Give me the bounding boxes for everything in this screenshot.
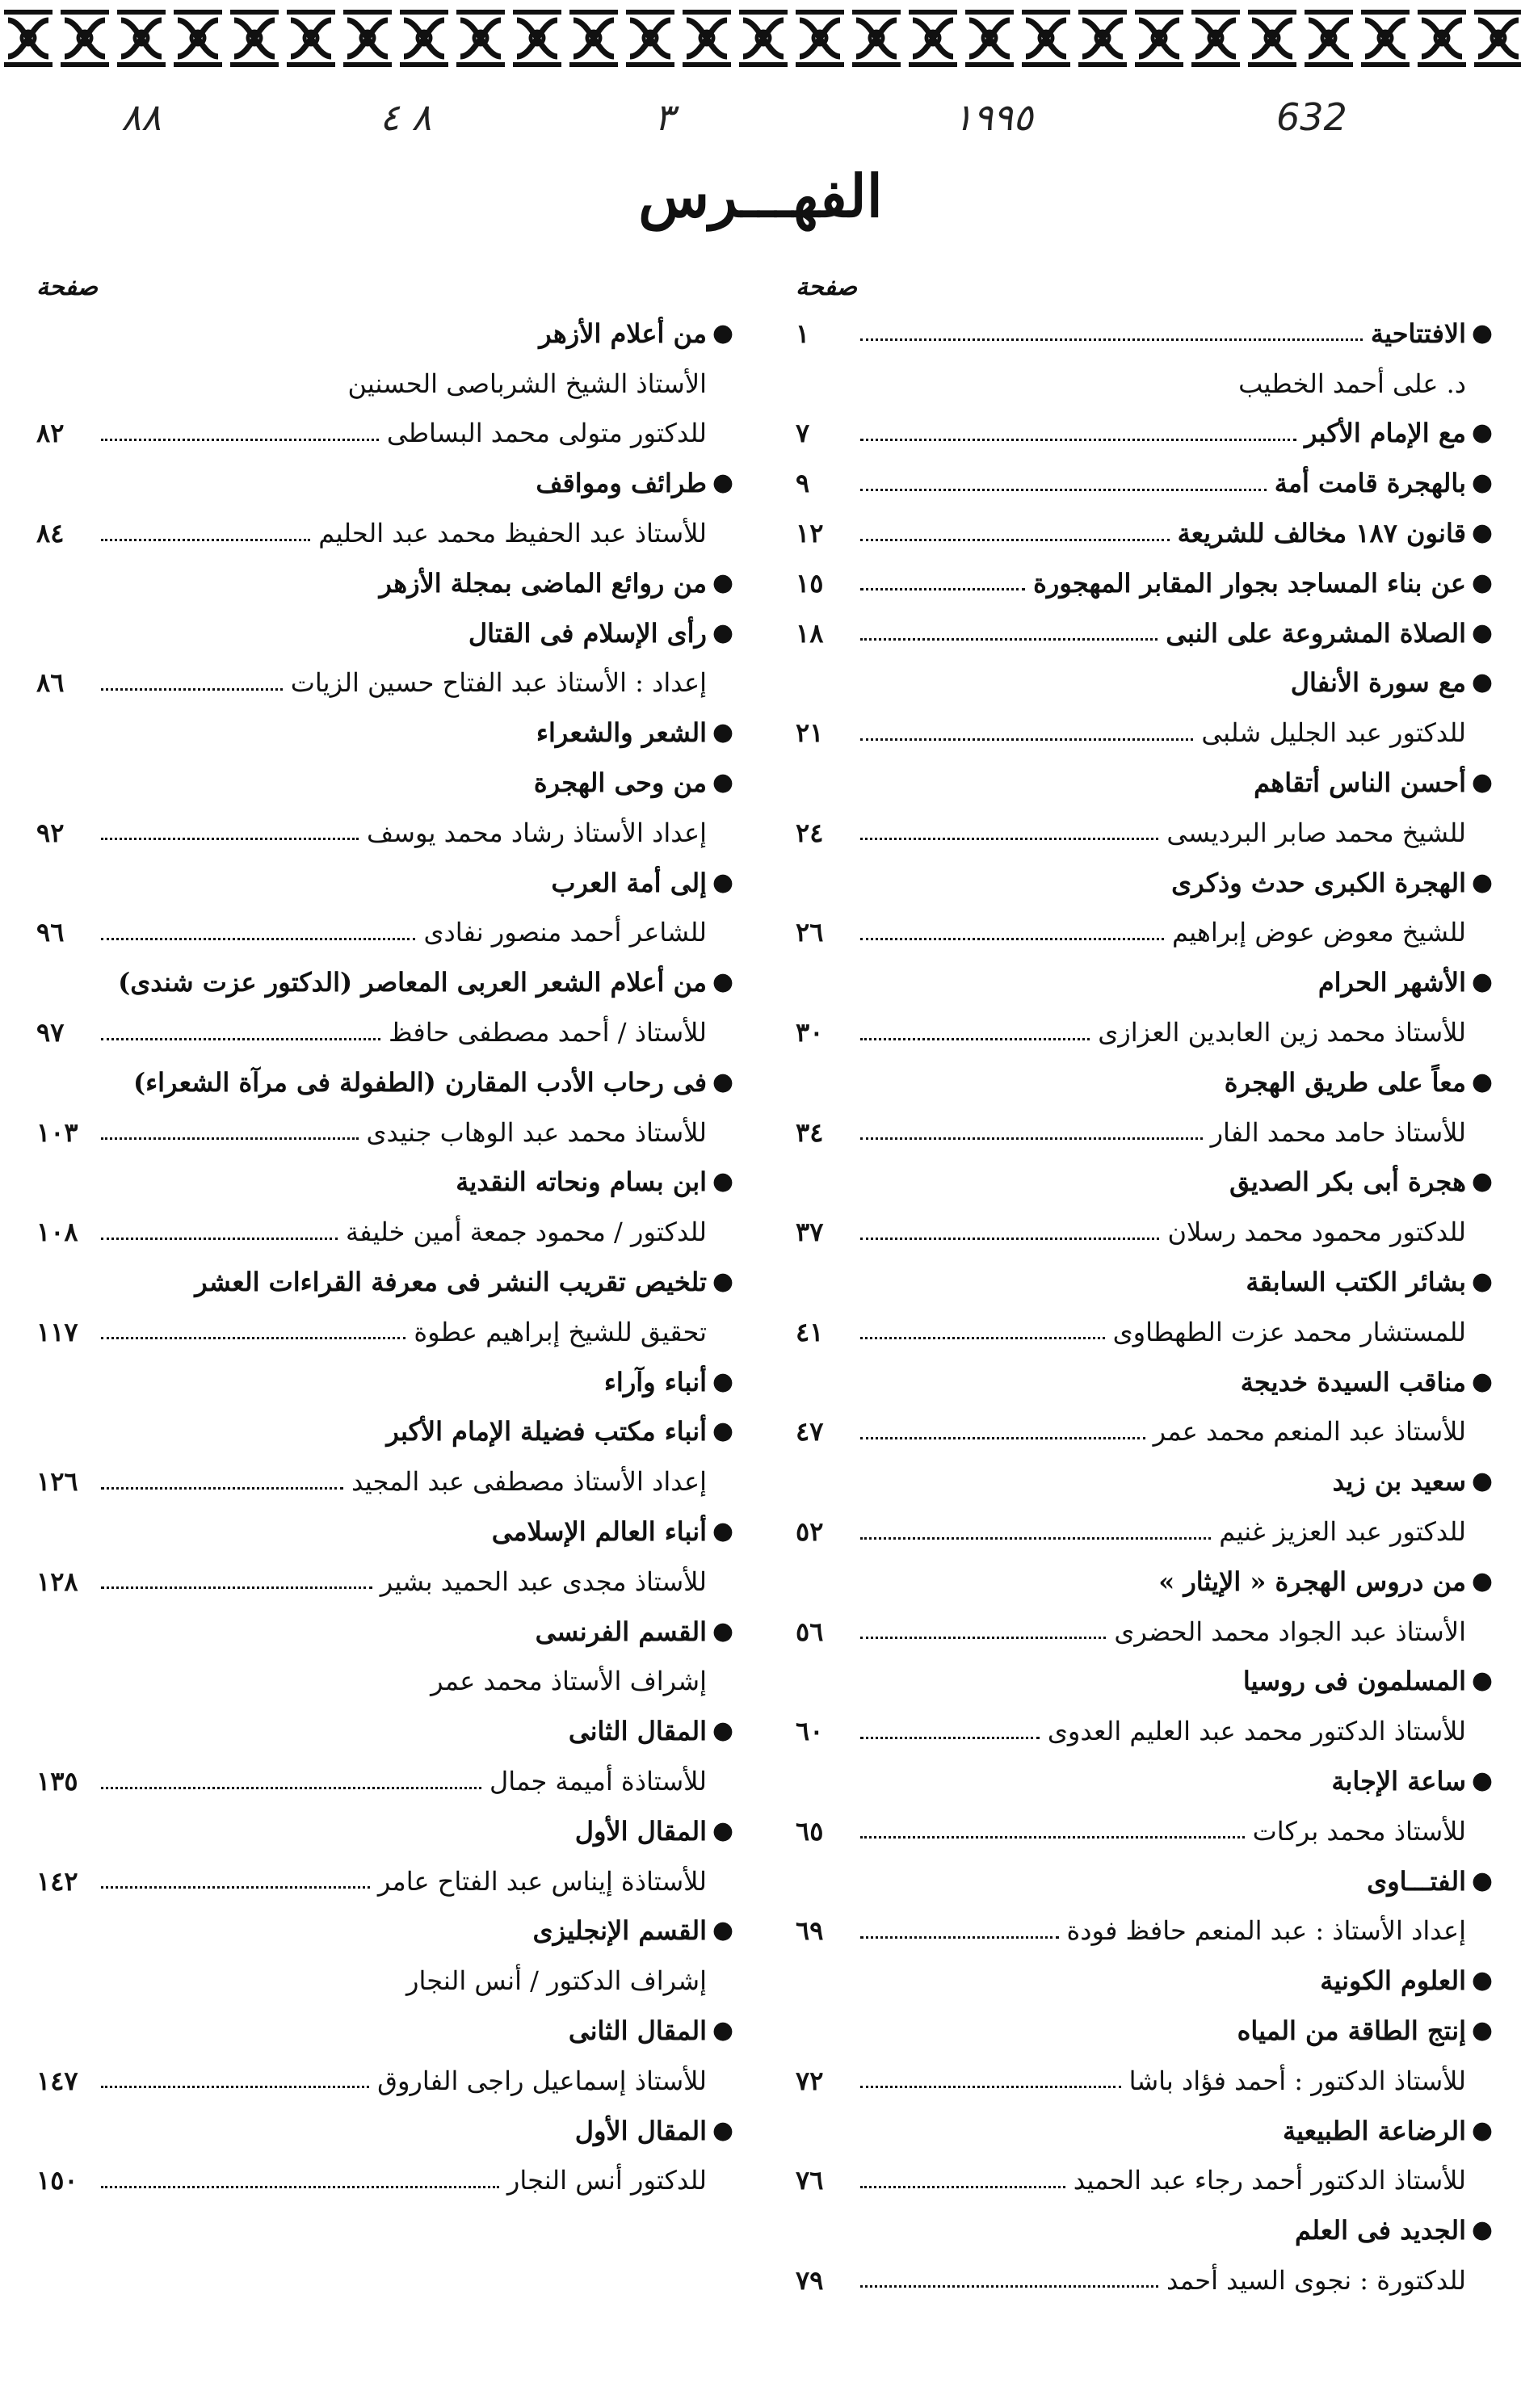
bullet-icon: ● <box>1471 2015 1494 2044</box>
toc-entry <box>36 2056 739 2106</box>
dot-leader <box>860 938 1164 940</box>
bullet-icon: ● <box>712 568 734 597</box>
toc-entry <box>36 1057 739 1107</box>
toc-entry-page: ١٥ <box>796 567 824 599</box>
toc-entry-title: إنتج الطاقة من المياه <box>1237 2015 1466 2046</box>
toc-entry-page: ٧٩ <box>796 2264 824 2296</box>
toc-entry-page: ١٢ <box>796 518 824 549</box>
toc-entry-title: للأستاذ محمد عبد الوهاب جنيدى <box>366 1116 707 1148</box>
bullet-icon: ● <box>712 718 734 747</box>
toc-entry-title: للدكتور محمود محمد رسلان <box>1167 1217 1466 1248</box>
toc-entry <box>796 458 1498 508</box>
dot-leader <box>101 439 379 441</box>
page-column-label: صفحة <box>36 273 99 301</box>
bullet-icon: ● <box>712 1517 734 1546</box>
toc-entry-title: فى رحاب الأدب المقارن (الطفولة فى مرآة الشعراء) <box>132 1066 707 1098</box>
toc-entry-title: للأستاذ عبد المنعم محمد عمر <box>1153 1416 1466 1448</box>
toc-entry <box>796 1057 1498 1107</box>
toc-entry-page: ١٢٦ <box>36 1466 78 1498</box>
toc-entry-title: من وحى الهجرة <box>533 767 707 799</box>
toc-entry-title: الرضاعة الطبيعية <box>1282 2115 1466 2146</box>
bullet-icon: ● <box>712 1417 734 1446</box>
toc-entry <box>36 1207 739 1257</box>
toc-entry-title: القسم الإنجليزى <box>532 1915 707 1947</box>
toc-entry-title: أحسن الناس أتقاهم <box>1254 767 1466 799</box>
bullet-icon: ● <box>1471 1467 1494 1496</box>
toc-entry <box>36 558 739 608</box>
toc-entry-title: إعداد الأستاذ رشاد محمد يوسف <box>367 817 707 848</box>
toc-entry <box>796 2006 1498 2056</box>
bullet-icon: ● <box>1471 668 1494 697</box>
dot-leader <box>101 1137 359 1140</box>
toc-entry <box>796 1706 1498 1756</box>
toc-entry-title: من أعلام الأزهر <box>539 317 707 349</box>
toc-entry <box>36 2006 739 2056</box>
page-title: الفهـــرس <box>638 162 883 230</box>
toc-entry-page: ٤٧ <box>796 1416 824 1448</box>
toc-entry-title: للأستاذ محمد زين العابدين العزازى <box>1098 1017 1466 1049</box>
dot-leader <box>860 1038 1090 1040</box>
toc-entry <box>796 1357 1498 1407</box>
toc-entry <box>36 2155 739 2205</box>
toc-entry-title: للمستشار محمد عزت الطهطاوى <box>1112 1316 1466 1347</box>
toc-entry-title: من دروس الهجرة « الإيثار » <box>1158 1565 1466 1597</box>
toc-entry <box>796 1307 1498 1357</box>
handwritten-mark: ٨ ٤ <box>380 95 432 139</box>
toc-entry <box>36 1307 739 1357</box>
bullet-icon: ● <box>712 768 734 797</box>
toc-entry-title: تحقيق للشيخ إبراهيم عطوة <box>414 1316 707 1347</box>
toc-entry-title: إعداد : الأستاذ عبد الفتاح حسين الزيات <box>290 667 707 699</box>
toc-entry-title: ساعة الإجابة <box>1331 1766 1466 1797</box>
toc-entry <box>36 1007 739 1057</box>
toc-entry <box>36 508 739 558</box>
bullet-icon: ● <box>712 1717 734 1746</box>
toc-entry-page: ٨٤ <box>36 518 65 549</box>
toc-entry <box>796 908 1498 958</box>
dot-leader <box>860 338 1363 341</box>
toc-entry <box>796 1657 1498 1707</box>
bullet-icon: ● <box>1471 418 1494 448</box>
handwritten-mark: ١٩٩٥ <box>953 95 1033 139</box>
toc-list-left <box>36 309 739 2205</box>
toc-entry-page: ١ <box>796 317 810 349</box>
toc-entry <box>36 309 739 359</box>
toc-entry-title: المقال الثانى <box>568 1716 707 1747</box>
dot-leader <box>101 838 359 840</box>
bullet-icon: ● <box>712 618 734 647</box>
dot-leader <box>101 1038 380 1040</box>
toc-entry-page: ١٤٢ <box>36 1865 78 1897</box>
toc-entry-title: إعداد الأستاذ : عبد المنعم حافظ فودة <box>1066 1915 1466 1947</box>
toc-entry-title: هجرة أبى بكر الصديق <box>1229 1166 1466 1198</box>
toc-entry <box>36 1456 739 1507</box>
toc-entry-page: ٢٤ <box>796 817 824 848</box>
toc-entry <box>796 2056 1498 2106</box>
toc-entry-page: ٦٥ <box>796 1815 824 1847</box>
toc-entry <box>796 508 1498 558</box>
bullet-icon: ● <box>712 968 734 997</box>
toc-entry <box>796 1257 1498 1307</box>
toc-entry-title: إلى أمة العرب <box>551 867 707 898</box>
toc-entry-page: ٣٧ <box>796 1217 824 1248</box>
toc-entry-page: ٦٩ <box>796 1915 824 1947</box>
toc-entry <box>36 1357 739 1407</box>
toc-entry-page: ١١٧ <box>36 1316 78 1347</box>
toc-entry <box>36 658 739 708</box>
toc-entry <box>796 1107 1498 1158</box>
toc-entry-title: للدكتورة : نجوى السيد أحمد <box>1166 2264 1466 2296</box>
bullet-icon: ● <box>1471 1767 1494 1795</box>
bullet-icon: ● <box>1471 568 1494 597</box>
toc-entry-title: عن بناء المساجد بجوار المقابر المهجورة <box>1033 567 1466 599</box>
dot-leader <box>860 838 1158 840</box>
toc-entry-title: الصلاة المشروعة على النبى <box>1166 617 1466 649</box>
toc-entry-page: ٣٠ <box>796 1017 824 1049</box>
toc-entry-page: ١٢٨ <box>36 1565 78 1597</box>
handwritten-mark: ٣ <box>654 95 674 139</box>
toc-entry-page: ٧٦ <box>796 2165 824 2196</box>
toc-entry <box>796 808 1498 858</box>
dot-leader <box>101 938 415 940</box>
toc-entry <box>796 1956 1498 2006</box>
bullet-icon: ● <box>712 318 734 347</box>
toc-entry <box>36 1856 739 1906</box>
toc-entry <box>796 2255 1498 2305</box>
toc-entry-title: المقال الأول <box>574 2115 707 2146</box>
handwritten-annotations <box>0 95 1521 152</box>
toc-entry-title: للأستاذ محمد بركات <box>1252 1815 1466 1847</box>
bullet-icon: ● <box>712 2116 734 2145</box>
toc-entry-title: للأستاذ الدكتور أحمد رجاء عبد الحميد <box>1073 2165 1466 2196</box>
toc-entry-page: ١٣٥ <box>36 1766 78 1797</box>
toc-entry <box>36 1806 739 1856</box>
toc-entry <box>796 1756 1498 1806</box>
toc-entry <box>796 2155 1498 2205</box>
toc-entry-title: للأستاذ عبد الحفيظ محمد عبد الحليم <box>318 518 707 549</box>
toc-entry <box>36 1706 739 1756</box>
toc-entry-title: الأستاذ الشيخ الشرباصى الحسنين <box>347 368 707 399</box>
toc-entry <box>796 1507 1498 1557</box>
toc-entry-title: للأستاذ مجدى عبد الحميد بشير <box>380 1565 707 1597</box>
dot-leader <box>860 2186 1065 2188</box>
toc-entry-title: للأستاذ الدكتور : أحمد فؤاد باشا <box>1128 2065 1466 2096</box>
toc-entry-title: الهجرة الكبرى حدث وذكرى <box>1171 867 1466 898</box>
bullet-icon: ● <box>1471 2116 1494 2145</box>
toc-entry-title: للدكتور عبد الجليل شلبى <box>1201 717 1466 749</box>
dot-leader <box>860 738 1193 741</box>
decorative-border <box>0 0 1521 77</box>
toc-entry-title: الشعر والشعراء <box>536 717 707 749</box>
dot-leader <box>860 1437 1145 1439</box>
toc-entry <box>796 858 1498 908</box>
toc-entry-title: الافتتاحية <box>1370 317 1466 349</box>
toc-entry-title: مناقب السيدة خديجة <box>1240 1366 1466 1397</box>
toc-entry-title: للدكتور أنس النجار <box>506 2165 707 2196</box>
toc-entry-title: إشراف الدكتور / أنس النجار <box>406 1965 707 1997</box>
bullet-icon: ● <box>712 1816 734 1845</box>
dot-leader <box>860 1238 1159 1240</box>
toc-entry-title: الفتـــاوى <box>1367 1865 1466 1897</box>
toc-entry <box>36 957 739 1007</box>
toc-entry <box>36 758 739 808</box>
bullet-icon: ● <box>712 1367 734 1396</box>
toc-entry <box>36 1507 739 1557</box>
page-column-label: صفحة <box>796 273 858 301</box>
toc-entry-title: للدكتور / محمود جمعة أمين خليفة <box>345 1217 707 1248</box>
toc-entry <box>796 708 1498 758</box>
toc-entry <box>36 608 739 658</box>
toc-entry <box>796 1557 1498 1607</box>
toc-entry-page: ٩٦ <box>36 917 65 948</box>
toc-entry-page: ٧٢ <box>796 2065 824 2096</box>
toc-entry-title: للدكتور عبد العزيز غنيم <box>1219 1516 1466 1548</box>
toc-entry-title: بالهجرة قامت أمة <box>1274 468 1466 499</box>
dot-leader <box>860 588 1025 590</box>
handwritten-mark: ٨٨ <box>121 95 162 139</box>
toc-entry-title: للأستاذة إيناس عبد الفتاح عامر <box>377 1865 707 1897</box>
dot-leader <box>860 1637 1106 1639</box>
toc-entry <box>36 1158 739 1208</box>
dot-leader <box>860 1936 1059 1939</box>
dot-leader <box>860 2086 1121 2088</box>
toc-entry-title: للأستاذ الدكتور محمد عبد العليم العدوى <box>1047 1716 1466 1747</box>
toc-entry <box>796 957 1498 1007</box>
bullet-icon: ● <box>712 1267 734 1296</box>
toc-entry-title: قانون ١٨٧ مخالف للشريعة <box>1177 518 1466 549</box>
toc-entry <box>36 708 739 758</box>
bullet-icon: ● <box>1471 318 1494 347</box>
dot-leader <box>101 1337 405 1339</box>
toc-entry-title: للشيخ محمد صابر البرديسى <box>1166 817 1466 848</box>
toc-entry <box>796 1007 1498 1057</box>
toc-entry-page: ٨٢ <box>36 418 65 449</box>
toc-entry <box>796 1906 1498 1956</box>
toc-entry-page: ٨٦ <box>36 667 65 699</box>
dot-leader <box>860 2285 1158 2288</box>
toc-entry <box>36 1657 739 1707</box>
bullet-icon: ● <box>712 469 734 498</box>
toc-entry-title: طرائف ومواقف <box>536 468 707 499</box>
toc-entry <box>36 858 739 908</box>
toc-entry <box>796 409 1498 459</box>
bullet-icon: ● <box>1471 868 1494 897</box>
toc-entry-title: للشيخ معوض عوض إبراهيم <box>1172 917 1466 948</box>
bullet-icon: ● <box>712 2015 734 2044</box>
toc-entry-page: ٢٦ <box>796 917 824 948</box>
toc-entry-page: ١٥٠ <box>36 2165 78 2196</box>
toc-entry-page: ٥٦ <box>796 1616 824 1647</box>
toc-entry-page: ٩ <box>796 468 810 499</box>
toc-entry-page: ٧ <box>796 418 810 449</box>
toc-entry <box>36 359 739 409</box>
bullet-icon: ● <box>1471 1966 1494 1995</box>
handwritten-mark: 632 <box>1276 95 1347 139</box>
dot-leader <box>101 1886 370 1889</box>
toc-entry <box>796 1207 1498 1257</box>
toc-entry <box>796 1607 1498 1657</box>
dot-leader <box>860 1737 1040 1739</box>
toc-entry-title: القسم الفرنسى <box>535 1616 707 1647</box>
dot-leader <box>860 1137 1203 1140</box>
toc-entry <box>796 2205 1498 2255</box>
bullet-icon: ● <box>1471 1367 1494 1396</box>
toc-entry-title: أنباء العالم الإسلامى <box>491 1516 707 1548</box>
toc-entry-title: سعيد بن زيد <box>1332 1466 1466 1498</box>
bullet-icon: ● <box>1471 768 1494 797</box>
toc-entry-title: بشائر الكتب السابقة <box>1246 1267 1466 1298</box>
toc-entry <box>796 359 1498 409</box>
dot-leader <box>860 638 1158 641</box>
toc-entry-title: المقال الثانى <box>568 2015 707 2046</box>
toc-entry-page: ١٠٨ <box>36 1217 78 1248</box>
toc-entry-page: ٣٤ <box>796 1116 824 1148</box>
toc-entry-title: الجديد فى العلم <box>1294 2215 1466 2246</box>
toc-entry <box>796 2106 1498 2156</box>
toc-entry-title: أنباء مكتب فضيلة الإمام الأكبر <box>386 1416 707 1448</box>
toc-entry <box>36 1756 739 1806</box>
toc-entry-title: د. على أحمد الخطيب <box>1238 368 1466 399</box>
bullet-icon: ● <box>1471 469 1494 498</box>
toc-entry <box>796 1856 1498 1906</box>
toc-entry-page: ٩٢ <box>36 817 65 848</box>
toc-entry <box>796 658 1498 708</box>
toc-entry <box>36 2106 739 2156</box>
toc-entry <box>36 908 739 958</box>
toc-entry <box>36 458 739 508</box>
toc-entry <box>36 409 739 459</box>
dot-leader <box>860 1537 1211 1540</box>
dot-leader <box>860 489 1267 491</box>
dot-leader <box>101 688 283 691</box>
toc-entry-title: المقال الأول <box>574 1815 707 1847</box>
dot-leader <box>101 1238 338 1240</box>
dot-leader <box>101 1787 481 1789</box>
toc-entry-title: معاً على طريق الهجرة <box>1224 1066 1466 1098</box>
toc-list-right <box>796 309 1498 2305</box>
dot-leader <box>860 1836 1245 1839</box>
toc-entry <box>36 1257 739 1307</box>
toc-entry-page: ١٨ <box>796 617 824 649</box>
bullet-icon: ● <box>1471 618 1494 647</box>
toc-entry-title: للأستاذ إسماعيل راجى الفاروق <box>377 2065 707 2096</box>
toc-entry-title: أنباء وآراء <box>603 1366 707 1397</box>
toc-entry-page: ١٠٣ <box>36 1116 78 1148</box>
dot-leader <box>101 539 310 541</box>
toc-entry-title: مع سورة الأنفال <box>1290 667 1466 699</box>
toc-entry <box>36 1557 739 1607</box>
toc-entry-page: ٤١ <box>796 1316 824 1347</box>
toc-entry-title: للأستاذ / أحمد مصطفى حافظ <box>389 1017 707 1049</box>
bullet-icon: ● <box>712 1916 734 1945</box>
toc-entry <box>796 1806 1498 1856</box>
toc-entry <box>36 1107 739 1158</box>
toc-column-left <box>36 267 739 2205</box>
toc-entry <box>796 309 1498 359</box>
toc-entry-title: رأى الإسلام فى القتال <box>468 617 707 649</box>
bullet-icon: ● <box>1471 2216 1494 2245</box>
bullet-icon: ● <box>712 1067 734 1096</box>
bullet-icon: ● <box>1471 1666 1494 1696</box>
toc-entry-title: للدكتور متولى محمد البساطى <box>386 418 707 449</box>
toc-entry <box>796 1407 1498 1457</box>
bullet-icon: ● <box>1471 1167 1494 1196</box>
bullet-icon: ● <box>1471 968 1494 997</box>
toc-entry <box>796 758 1498 808</box>
toc-entry-title: إعداد الأستاذ مصطفى عبد المجيد <box>351 1466 707 1498</box>
toc-entry <box>36 808 739 858</box>
toc-entry <box>36 1956 739 2006</box>
toc-entry-title: المسلمون فى روسيا <box>1242 1666 1466 1697</box>
dot-leader <box>860 539 1170 541</box>
bullet-icon: ● <box>712 1167 734 1196</box>
toc-entry-title: للشاعر أحمد منصور نفادى <box>423 917 707 948</box>
toc-entry-title: مع الإمام الأكبر <box>1305 418 1466 449</box>
toc-entry-title: الأشهر الحرام <box>1317 967 1466 998</box>
toc-entry <box>796 558 1498 608</box>
toc-entry-title: إشراف الأستاذ محمد عمر <box>431 1666 707 1697</box>
toc-entry <box>36 1607 739 1657</box>
toc-entry <box>796 608 1498 658</box>
dot-leader <box>101 2186 499 2188</box>
toc-entry-page: ٢١ <box>796 717 824 749</box>
toc-entry <box>796 1158 1498 1208</box>
dot-leader <box>101 1586 372 1589</box>
toc-entry-page: ١٤٧ <box>36 2065 78 2096</box>
dot-leader <box>860 1337 1105 1339</box>
dot-leader <box>101 2086 369 2088</box>
toc-entry-title: العلوم الكونية <box>1320 1965 1466 1997</box>
toc-entry-page: ٦٠ <box>796 1716 824 1747</box>
toc-entry-title: تلخيص تقريب النشر فى معرفة القراءات العشر <box>195 1267 707 1298</box>
toc-entry <box>796 1456 1498 1507</box>
bullet-icon: ● <box>1471 1267 1494 1296</box>
dot-leader <box>860 439 1296 441</box>
dot-leader <box>101 1487 343 1490</box>
toc-entry-title: للأستاذ حامد محمد الفار <box>1210 1116 1466 1148</box>
toc-entry-title: الأستاذ عبد الجواد محمد الحضرى <box>1114 1616 1466 1647</box>
toc-entry-title: للأستاذة أميمة جمال <box>489 1766 707 1797</box>
toc-entry-page: ٩٧ <box>36 1017 65 1049</box>
bullet-icon: ● <box>712 1616 734 1645</box>
toc-entry-title: ابن بسام ونحاته النقدية <box>456 1166 707 1198</box>
bullet-icon: ● <box>712 868 734 897</box>
toc-entry <box>36 1906 739 1956</box>
toc-column-right <box>796 267 1498 2305</box>
bullet-icon: ● <box>1471 1067 1494 1096</box>
toc-entry <box>36 1407 739 1457</box>
toc-entry-page: ٥٢ <box>796 1516 824 1548</box>
toc-entry-title: من أعلام الشعر العربى المعاصر (الدكتور عزت شندى) <box>118 967 707 998</box>
bullet-icon: ● <box>1471 1866 1494 1895</box>
toc-entry-title: من روائع الماضى بمجلة الأزهر <box>379 567 707 599</box>
bullet-icon: ● <box>1471 1566 1494 1595</box>
bullet-icon: ● <box>1471 519 1494 548</box>
